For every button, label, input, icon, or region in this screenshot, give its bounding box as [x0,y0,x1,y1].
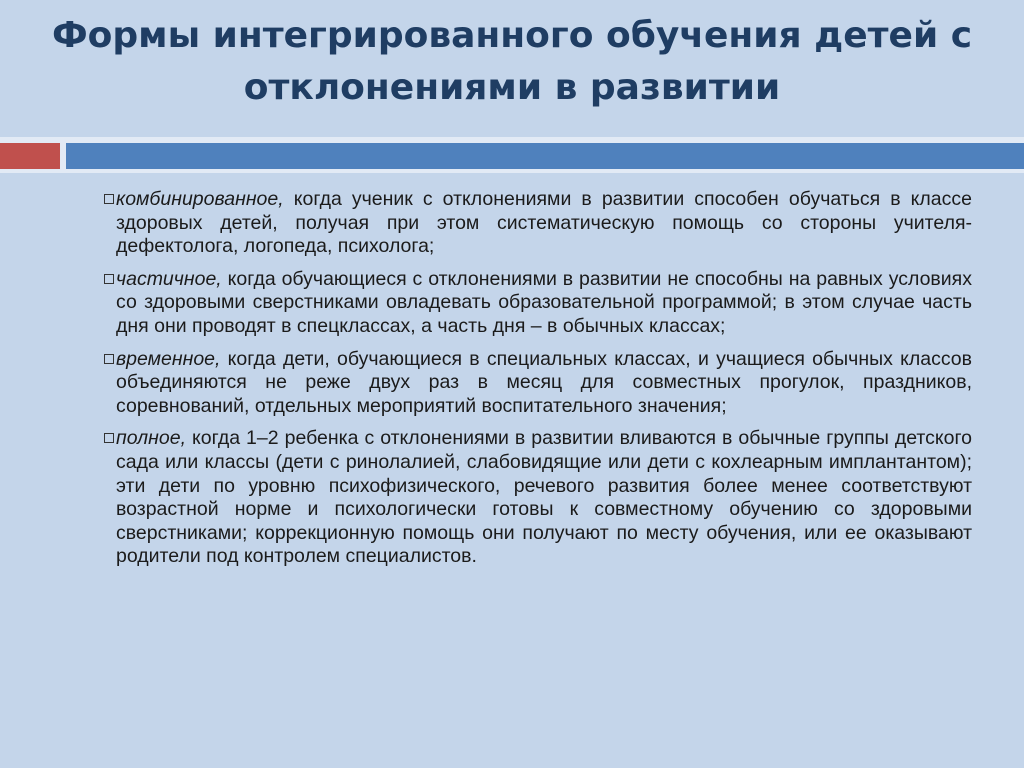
square-bullet-icon [104,354,114,364]
divider-accent-blue [66,143,1024,169]
item-text: когда 1–2 ребенка с отклонениями в развитии вливаются в обычные группы детского сада или классы (дети с ринолалией, слабовидящие или дети с кохлеарным имплантантом); эти дети по уровню психофизического, речевого развития более менее соответствуют возрастной норме и психологически готовы к совместному обучению со здоровыми сверстниками; коррекционную помощь они получают по месту обучения, или ее оказывают родители под контролем специалистов. [116,427,972,568]
list-item-temporary [104,348,972,419]
square-bullet-icon [104,433,114,443]
list-item-full [104,427,972,569]
item-term: комбинированное, [116,188,284,210]
slide-title-line-2: отклонениями в развитии [243,67,781,108]
item-text: когда обучающиеся с отклонениями в развитии не способны на равных условиях со здоровыми сверстниками овладевать образовательной программой; в этом случае часть дня они проводят в спецклассах, а часть дня – в обычных классах; [116,267,972,337]
item-term: временное, [116,347,221,370]
item-text: когда ученик с отклонениями в развитии способен обучаться в классе здоровых детей, получая при этом систематическую помощь со стороны учителя-дефектолога, логопеда, психолога; [116,188,972,258]
square-bullet-icon [104,194,114,204]
slide-title [40,10,984,114]
list-item-partial [104,268,972,339]
square-bullet-icon [104,274,114,284]
slide-title-line-1: Формы интегрированного обучения детей с [51,15,973,56]
bullet-list [104,188,972,578]
item-term: полное, [116,427,186,450]
divider-accent-red [0,143,60,169]
item-text: когда дети, обучающиеся в специальных классах, и учащиеся обычных классов объединяются не реже двух раз в месяц для совместных прогулок, праздников, соревнований, отдельных мероприятий воспитательного значения; [116,347,972,417]
list-item-combined [104,188,972,259]
item-term: частичное, [116,267,222,290]
